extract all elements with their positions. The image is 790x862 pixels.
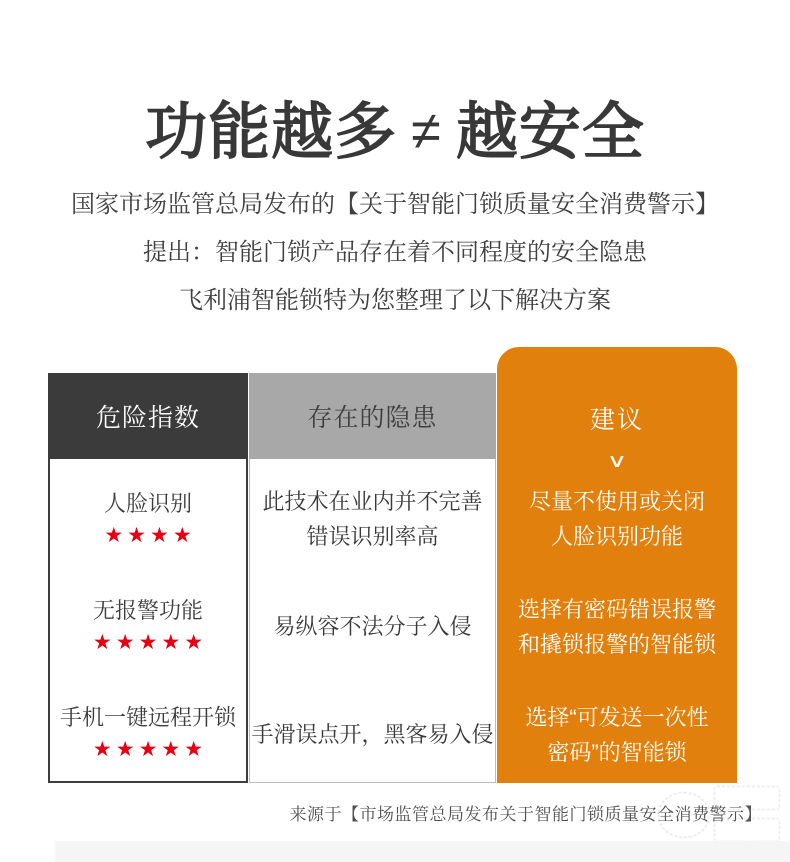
advice-text: 人脸识别功能 <box>550 524 683 549</box>
advice-text: 选择“可发送一次性 <box>525 705 709 730</box>
comparison-table <box>48 347 738 783</box>
hazard-text: 易纵容不法分子入侵 <box>273 614 472 639</box>
title-part-1: 功能越多 <box>145 98 398 167</box>
feature-cell-no-alarm <box>50 566 246 673</box>
star-rating: ★★★★★ <box>92 630 208 654</box>
chevron-down-icon: ∨ <box>606 451 628 472</box>
advice-text: 尽量不使用或关闭 <box>528 489 705 514</box>
feature-label: 人脸识别 <box>103 490 192 516</box>
advice-text: 选择有密码错误报警 <box>517 597 716 622</box>
source-note: 来源于【市场监管总局发布关于智能门锁质量安全消费警示】 <box>289 805 762 824</box>
advice-cell <box>497 567 737 675</box>
bottom-section-band <box>55 841 790 862</box>
hazard-cell <box>250 459 495 567</box>
not-equal-symbol: ≠ <box>411 101 442 161</box>
hazard-text: 错误识别率高 <box>306 523 439 549</box>
risk-index-column-body <box>48 459 248 783</box>
advice-text: 和撬锁报警的智能锁 <box>517 632 716 657</box>
hazard-text: 此技术在业内并不完善 <box>262 488 483 514</box>
advice-cell <box>497 459 737 567</box>
feature-label: 无报警功能 <box>92 597 203 623</box>
feature-cell-remote-unlock <box>50 674 246 781</box>
star-rating: ★★★★ <box>104 523 196 547</box>
feature-cell-face-recognition <box>50 459 246 566</box>
advice-column <box>497 347 737 783</box>
advice-column-body <box>497 459 737 783</box>
risk-index-column-header: 危险指数 <box>48 373 248 459</box>
intro-line-2: 提出：智能门锁产品存在着不同程度的安全隐患 <box>143 239 647 266</box>
hazard-column-header: 存在的隐患 <box>249 373 496 459</box>
hazard-cell <box>250 567 495 675</box>
star-rating: ★★★★★ <box>92 738 208 762</box>
page-title <box>0 82 790 171</box>
intro-line-1: 国家市场监管总局发布的【关于智能门锁质量安全消费警示】 <box>71 191 719 218</box>
hazard-cell <box>250 674 495 782</box>
title-part-2: 越安全 <box>455 98 645 167</box>
advice-column-header: 建议 <box>589 406 644 434</box>
intro-line-3: 飞利浦智能锁特为您整理了以下解决方案 <box>179 287 611 314</box>
advice-text: 密码”的智能锁 <box>547 740 687 765</box>
intro-paragraph <box>0 181 790 325</box>
hazard-text: 手滑误点开，黑客易入侵 <box>251 721 494 747</box>
hazard-column-body <box>249 459 496 783</box>
feature-label: 手机一键远程开锁 <box>59 705 236 731</box>
advice-cell <box>497 675 737 783</box>
